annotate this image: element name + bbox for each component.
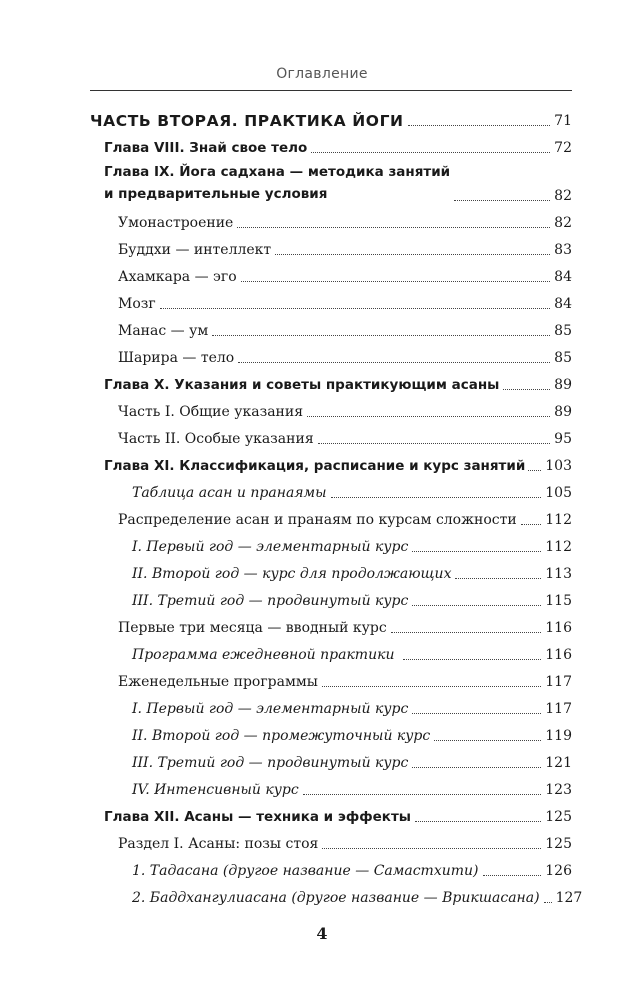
toc-entry-title: III. Третий год — продвинутый курс bbox=[132, 593, 409, 609]
toc-entry-title: Ахамкара — эго bbox=[118, 269, 237, 285]
toc-page-number: 127 bbox=[555, 890, 583, 906]
dot-leader bbox=[311, 152, 550, 153]
toc-page-number: 116 bbox=[545, 647, 572, 663]
toc-subsection-entry[interactable] bbox=[90, 747, 572, 774]
toc-page-number: 85 bbox=[554, 323, 572, 339]
toc-page-number: 119 bbox=[545, 728, 572, 744]
toc-entry-title: Распределение асан и пранаям по курсам сложности bbox=[118, 512, 517, 528]
toc-subsection-entry[interactable] bbox=[90, 639, 572, 666]
toc-entry-title: Раздел I. Асаны: позы стоя bbox=[118, 836, 319, 852]
toc-subsection-entry[interactable] bbox=[90, 585, 572, 612]
toc-entry-title: 2. Баддхангулиасана (другое название — Врикшасана) bbox=[132, 890, 540, 906]
dot-leader bbox=[403, 659, 541, 660]
toc-page-number: 126 bbox=[545, 863, 572, 879]
toc-subsection-entry[interactable] bbox=[90, 558, 572, 585]
toc-subsection-entry[interactable] bbox=[90, 882, 583, 909]
toc-chapter-entry[interactable] bbox=[90, 801, 572, 828]
toc-subsection-entry[interactable] bbox=[90, 531, 572, 558]
toc-page-number: 123 bbox=[545, 782, 572, 798]
dot-leader bbox=[521, 524, 542, 525]
dot-leader bbox=[434, 740, 541, 741]
toc-entry-title: Глава VIII. Знай свое тело bbox=[104, 140, 308, 156]
dot-leader bbox=[483, 875, 542, 876]
dot-leader bbox=[391, 632, 542, 633]
dot-leader bbox=[528, 470, 541, 471]
toc-section-entry[interactable] bbox=[90, 666, 572, 693]
toc-section-entry[interactable] bbox=[90, 612, 572, 639]
dot-leader bbox=[331, 497, 542, 498]
toc-page-number: 84 bbox=[554, 296, 572, 312]
toc-entry-title: Глава IX. Йога садхана — методика занятий и предварительные условия bbox=[104, 164, 451, 202]
toc-entry-title: ЧАСТЬ ВТОРАЯ. ПРАКТИКА ЙОГИ bbox=[90, 112, 404, 130]
toc-entry-title: II. Второй год — промежуточный курс bbox=[132, 728, 431, 744]
dot-leader bbox=[322, 686, 541, 687]
dot-leader bbox=[160, 308, 550, 309]
toc-page-number: 117 bbox=[545, 701, 572, 717]
dot-leader bbox=[212, 335, 550, 336]
dot-leader bbox=[408, 125, 551, 126]
toc-page-number: 85 bbox=[554, 350, 572, 366]
dot-leader bbox=[412, 551, 541, 552]
toc-section-entry[interactable] bbox=[90, 504, 572, 531]
toc-entry-title: Таблица асан и пранаямы bbox=[132, 485, 327, 501]
dot-leader bbox=[412, 713, 541, 714]
toc-subsection-entry[interactable] bbox=[90, 855, 572, 882]
toc-page-number: 83 bbox=[554, 242, 572, 258]
toc-entry-title: Глава X. Указания и советы практикующим асаны bbox=[104, 377, 500, 393]
dot-leader bbox=[412, 605, 541, 606]
toc-entry-title: I. Первый год — элементарный курс bbox=[132, 539, 409, 555]
toc-page-number: 89 bbox=[554, 377, 572, 393]
toc-section-entry[interactable] bbox=[90, 423, 572, 450]
toc-chapter-entry[interactable] bbox=[90, 369, 572, 396]
toc-entry-title: Мозг bbox=[118, 296, 156, 312]
toc-page-number: 72 bbox=[554, 140, 572, 156]
toc-page-number: 84 bbox=[554, 269, 572, 285]
dot-leader bbox=[307, 416, 550, 417]
toc-section-entry[interactable] bbox=[90, 828, 572, 855]
page-number: 4 bbox=[316, 924, 328, 943]
toc-subsection-entry[interactable] bbox=[90, 477, 572, 504]
toc-entry-title: III. Третий год — продвинутый курс bbox=[132, 755, 409, 771]
toc-entry-title: I. Первый год — элементарный курс bbox=[132, 701, 409, 717]
dot-leader bbox=[503, 389, 550, 390]
toc-page-number: 95 bbox=[554, 431, 572, 447]
toc-entry-title: Программа ежедневной практики bbox=[132, 647, 399, 663]
toc-entry-title: Манас — ум bbox=[118, 323, 209, 339]
toc-page-number: 117 bbox=[545, 674, 572, 690]
toc-entry-title: Первые три месяца — вводный курс bbox=[118, 620, 387, 636]
dot-leader bbox=[455, 578, 541, 579]
toc-page-number: 105 bbox=[545, 485, 572, 501]
toc-subsection-entry[interactable] bbox=[90, 774, 572, 801]
toc-entry-title: Часть I. Общие указания bbox=[118, 404, 304, 420]
toc-page-number: 103 bbox=[545, 458, 572, 474]
table-of-contents bbox=[90, 102, 583, 909]
toc-section-entry[interactable] bbox=[90, 288, 572, 315]
toc-page-number: 112 bbox=[545, 512, 572, 528]
toc-section-entry[interactable] bbox=[90, 261, 572, 288]
toc-entry-title: Еженедельные программы bbox=[118, 674, 318, 690]
toc-entry-title: IV. Интенсивный курс bbox=[132, 782, 299, 798]
dot-leader bbox=[275, 254, 550, 255]
toc-section-entry[interactable] bbox=[90, 342, 572, 369]
toc-page-number: 116 bbox=[545, 620, 572, 636]
toc-section-entry[interactable] bbox=[90, 234, 572, 261]
toc-entry-title: Умонастроение bbox=[118, 215, 234, 231]
toc-section-entry[interactable] bbox=[90, 207, 572, 234]
toc-section-entry[interactable] bbox=[90, 396, 572, 423]
toc-chapter-entry[interactable] bbox=[90, 159, 572, 207]
dot-leader bbox=[415, 821, 541, 822]
toc-subsection-entry[interactable] bbox=[90, 693, 572, 720]
toc-page-number: 89 bbox=[554, 404, 572, 420]
toc-entry-title: II. Второй год — курс для продолжающих bbox=[132, 566, 452, 582]
toc-page-number: 82 bbox=[554, 215, 572, 231]
toc-page-number: 112 bbox=[545, 539, 572, 555]
dot-leader bbox=[318, 443, 551, 444]
toc-part-heading[interactable] bbox=[90, 102, 572, 132]
toc-page-number: 71 bbox=[554, 113, 572, 129]
running-head: Оглавление bbox=[276, 66, 368, 82]
toc-page-number: 82 bbox=[554, 188, 572, 204]
toc-entry-title: Часть II. Особые указания bbox=[118, 431, 314, 447]
toc-entry-title: Глава XII. Асаны — техника и эффекты bbox=[104, 809, 411, 825]
toc-entry-title: Глава XI. Классификация, расписание и курс занятий bbox=[104, 458, 526, 474]
toc-chapter-entry[interactable] bbox=[90, 132, 572, 159]
dot-leader bbox=[303, 794, 542, 795]
dot-leader bbox=[238, 362, 550, 363]
dot-leader bbox=[241, 281, 551, 282]
toc-entry-title: 1. Тадасана (другое название — Самастхити) bbox=[132, 863, 479, 879]
dot-leader bbox=[412, 767, 541, 768]
toc-section-entry[interactable] bbox=[90, 315, 572, 342]
toc-entry-title: Шарира — тело bbox=[118, 350, 235, 366]
dot-leader bbox=[322, 848, 541, 849]
toc-page-number: 125 bbox=[545, 836, 572, 852]
toc-page-number: 115 bbox=[545, 593, 572, 609]
toc-page-number: 125 bbox=[545, 809, 572, 825]
toc-subsection-entry[interactable] bbox=[90, 720, 572, 747]
dot-leader bbox=[237, 227, 550, 228]
dot-leader bbox=[454, 200, 550, 201]
toc-entry-title: Буддхи — интеллект bbox=[118, 242, 272, 258]
toc-page-number: 121 bbox=[545, 755, 572, 771]
header-rule bbox=[90, 90, 572, 91]
toc-page-number: 113 bbox=[545, 566, 572, 582]
dot-leader bbox=[544, 902, 552, 903]
toc-chapter-entry[interactable] bbox=[90, 450, 572, 477]
